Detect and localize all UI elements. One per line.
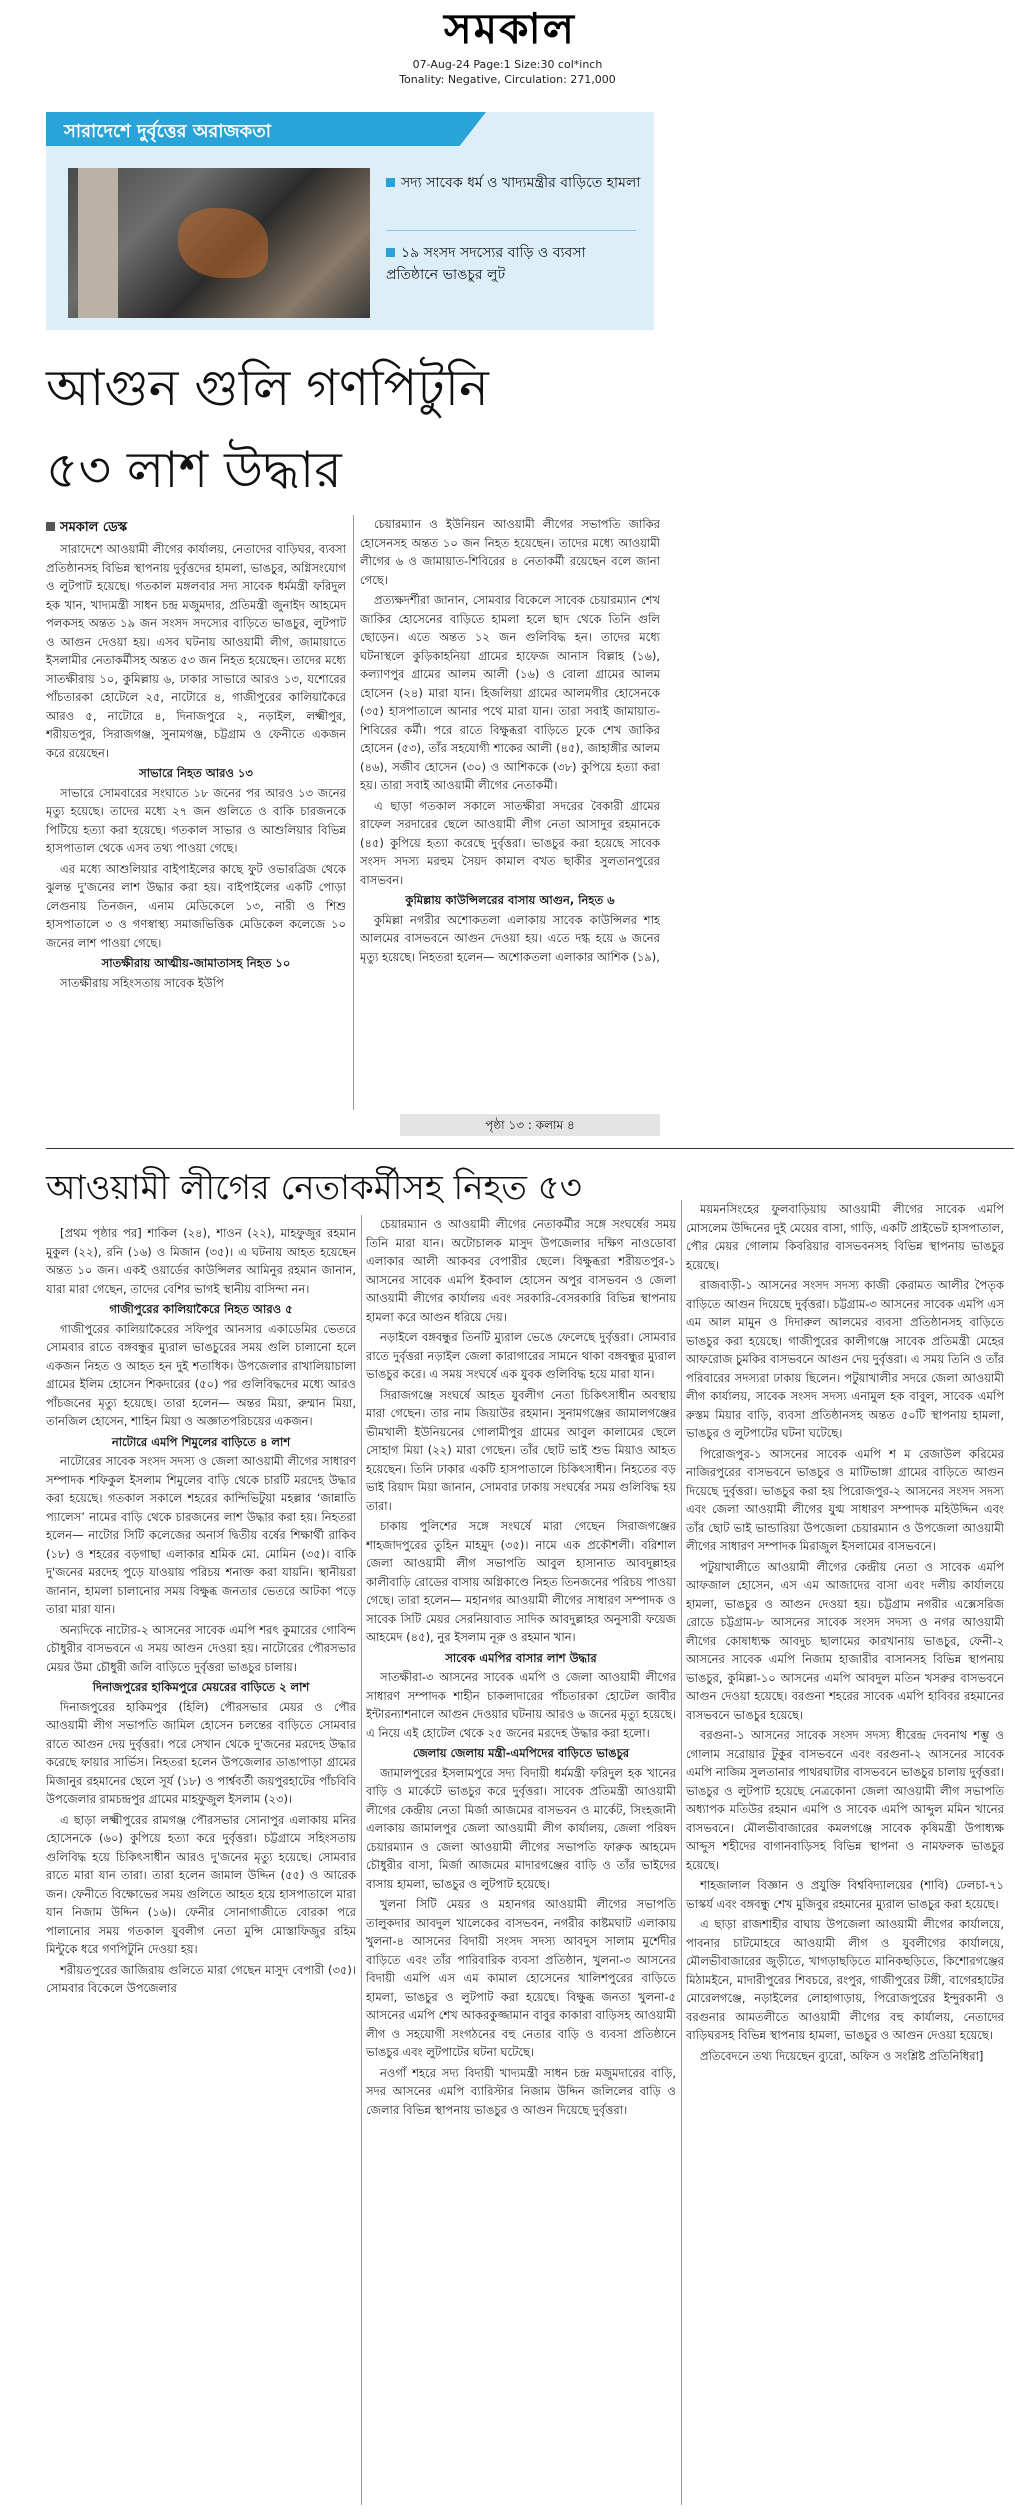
paragraph: [প্রথম পৃষ্ঠার পর] শাকিল (২৪), শাওন (২২), মাহফুজুর রহমান মুকুল (২২), রনি (১৬) ও মিজান (৩৫)। এ ঘটনায় আহত হয়েছেন অন্তত ১০ জন। একই ওয়ার্ডের কাউন্সিলর আমিনুর রহমান জানান, যারা মারা গেছেন, তাদের বেশির ভাগই স্থানীয় বাসিন্দা নন। [46,1226,356,1296]
photo-burn-area [178,208,268,278]
paragraph: দিনাজপুরের হাকিমপুর (হিলি) পৌরসভার মেয়র ও পৌর আওয়ামী লীগ সভাপতি জামিল হোসেন চলন্তের বাড়িতে সোমবার রাতে আগুন দেয় দুর্বৃত্তরা। পরে সেখান থেকে দু'জনের মরদেহ উদ্ধার করেছে ফায়ার সার্ভিস। নিহতরা হলেন উপজেলার ডাঙাপাড়া গ্রামের মিজানুর রহমানের ছেলে সূর্য (১৮) ও পার্শ্ববর্তী জয়পুরহাটের পাঁচবিবি উপজেলার রামচন্দ্রপুর গ্রামের মাহফুজুল ইসলাম (২৩)। [46,1699,356,1806]
banner-title: সারাদেশে দুর্বৃত্তের অরাজকতা [64,121,271,142]
masthead [0,0,1015,100]
top-banner [46,112,654,330]
paragraph: সারাদেশে আওয়ামী লীগের কার্যালয়, নেতাদের বাড়িঘর, ব্যবসা প্রতিষ্ঠানসহ বিভিন্ন স্থাপনায় দুর্বৃত্তদের হামলা, ভাঙচুর, অগ্নিসংযোগ ও লুটপাট হয়েছে। গতকাল মঙ্গলবার সদ্য সাবেক ধর্মমন্ত্রী ফরিদুল হক খান, খাদ্যমন্ত্রী সাধন চন্দ্র মজুমদার, প্রতিমন্ত্রী জুনাইদ আহমেদ পলকসহ অন্তত ১৯ জন সংসদ সদস্যের বাড়িতে ভাঙচুর, লুটপাট ও আগুন দেওয়া হয়। এসব ঘটনায় আওয়ামী লীগ, জামায়াতে ইসলামীর নেতাকর্মীসহ অন্তত ৫৩ জন নিহত হয়েছেন। তাদের মধ্যে সাতক্ষীরায় ১০, কুমিল্লায় ৬, ঢাকার সাভারে আরও ১৩, যশোরের পাঁচতারকা হোটেলে ২৫, নাটোরে ৪, গাজীপুরের কালিয়াকৈরে আরও ৫, নাটোরে ৪, দিনাজপুরে ২, নড়াইল, লক্ষ্মীপুর, শরীয়তপুর, সিরাজগঞ্জ, সুনামগঞ্জ, চট্টগ্রাম ও ফেনীতে একজন করে রয়েছেন। [46,542,346,760]
article1-headline-line2: ৫৩ লাশ উদ্ধার [46,441,342,499]
clipping-meta-line1: 07-Aug-24 Page:1 Size:30 col*inch [412,58,603,71]
paragraph: ময়মনসিংহের ফুলবাড়িয়ায় আওয়ামী লীগের সাবেক এমপি মোসলেম উদ্দিনের দুই মেয়ের বাসা, গাড়ি, একটি প্রাইভেট হাসপাতাল, পৌর মেয়র গোলাম কিবরিয়ার বাসভবনসহ বিভিন্ন স্থাপনায় ভাঙচুর হয়েছে। [686,1202,1004,1272]
paragraph: সাতক্ষীরা-৩ আসনের সাবেক এমপি ও জেলা আওয়ামী লীগের সাধারণ সম্পাদক শাহীন চাকলাদারের পাঁচতারকা হোটেল জাবীর ইন্টারন্যাশনালে আগুন দেওয়ার ঘটনায় আরও ৬ জনের মৃত্যু হয়েছে। এ নিয়ে এই হোটেল থেকে ২৫ জনের মরদেহ উদ্ধার করা হলো। [366,1670,676,1740]
paragraph: নাটোরের সাবেক সংসদ সদস্য ও জেলা আওয়ামী লীগের সাধারণ সম্পাদক শফিকুল ইসলাম শিমুলের বাড়ি থেকে চারটি মরদেহ উদ্ধার করা হয়েছে। গতকাল সকালে শহরের কান্দিভিটুয়া মহল্লার ‘জান্নাতি প্যালেস’ নামের বাড়ি থেকে চারজনের লাশ উদ্ধার করা হয়। নিহতরা হলেন— নাটোর সিটি কলেজের অনার্স দ্বিতীয় বর্ষের শিক্ষার্থী রাকিব (১৮) ও শহরের বড়গাছা এলাকার শ্রমিক মো. মোমিন (৩৫)। বাকি দু'জনের মরদেহ পুড়ে যাওয়ায় পরিচয় শনাক্ত করা যায়নি। স্থানীয়রা জানান, হামলা চালানোর সময় বিক্ষুব্ধ জনতার ভেতরে আটকা পড়ে তারা মারা যান। [46,1454,356,1616]
subheading: গাজীপুরের কালিয়াকৈরে নিহত আরও ৫ [109,1302,293,1316]
article2-column-1 [46,1224,356,2504]
paragraph: জামালপুরের ইসলামপুরে সদ্য বিদায়ী ধর্মমন্ত্রী ফরিদুল হক খানের বাড়ি ও মার্কেটে ভাঙচুর করে দুর্বৃত্তরা। সাবেক প্রতিমন্ত্রী আওয়ামী লীগের কেন্দ্রীয় নেতা মির্জা আজমের বাসভবন ও মার্কেট, সিংহজানী এলাকায় জামালপুর জেলা আওয়ামী লীগ কার্যালয়, জেলা পরিষদ চেয়ারম্যান ও জেলা আওয়ামী লীগের সভাপতি ফারুক আহমেদ চৌধুরীর বাসা, মির্জা আজমের মাদারগঞ্জের বাড়ি ও তাঁর ভাইদের বাসায় হামলা, ভাঙচুর ও লুটপাট হয়েছে। [366,1765,676,1891]
paragraph: পিরোজপুর-১ আসনের সাবেক এমপি শ ম রেজাউল করিমের নাজিরপুরের বাসভবনে ভাঙচুর ও মাটিভাঙ্গা গ্রামের বাড়িতে আগুন দিয়েছে দুর্বৃত্তরা। ভাঙচুর করা হয় পিরোজপুর-২ আসনের সংসদ সদস্য এবং জেলা আওয়ামী লীগের যুগ্ম সাধারণ সম্পাদক মহিউদ্দিন এবং তাঁর ছোট ভাই ভান্ডারিয়া উপজেলা চেয়ারম্যান ও উপজেলা আওয়ামী লীগের সাধারণ সম্পাদক মিরাজুল ইসলামের বাসভবনে। [686,1446,1004,1553]
paragraph: বরগুনা-১ আসনের সাবেক সংসদ সদস্য ধীরেন্দ্র দেবনাথ শম্ভু ও গোলাম সরোয়ার টুকুর বাসভবনে এবং বরগুনা-২ আসনের সাবেক এমপি নাজিম সুলতানার পাথরঘাটার বাসভবনে ভাঙচুর চালায় দুর্বৃত্তরা। ভাঙচুর ও লুটপাট হয়েছে নেত্রকোনা জেলা আওয়ামী লীগ সভাপতি অধ্যাপক মতিউর রহমান এমপি ও সাবেক এমপি আব্দুল মমিন খানের বাসভবনে। মৌলভীবাজারের কমলগঞ্জে সাবেক কৃষিমন্ত্রী উপাধ্যক্ষ আব্দুস শহীদের বাগানবাড়িসহ বিভিন্ন স্থাপনা ও নামফলক ভাঙচুর হয়েছে। [686,1728,1004,1872]
banner-bullet-2 [386,242,641,286]
paragraph: সাতক্ষীরায় সহিংসতায় সাবেক ইউপি [60,975,224,990]
subheading: কুমিল্লায় কাউন্সিলরের বাসায় আগুন, নিহত ৬ [405,893,615,907]
bullet-square-icon [386,248,395,257]
subheading: দিনাজপুরের হাকিমপুরে মেয়রের বাড়িতে ২ লাশ [92,1680,310,1694]
byline-text: সমকাল ডেস্ক [60,520,128,535]
subheading: সাভারে নিহত আরও ১৩ [139,766,253,780]
column-divider [361,1215,362,2505]
continued-on-page: পৃষ্ঠা ১৩ : কলাম ৪ [400,1114,660,1136]
paragraph: খুলনা সিটি মেয়র ও মহানগর আওয়ামী লীগের সভাপতি তালুকদার আবদুল খালেকের বাসভবন, নগরীর কাষ্টমঘাট এলাকায় খুলনা-৪ আসনের বিদায়ী সংসদ সদস্য আবদুস সালাম মুর্শেদীর বাড়িতে এবং তাঁর পারিবারিক ব্যবসা প্রতিষ্ঠান, খুলনা-৩ আসনের বিদায়ী এমপি এস এম কামাল হোসেনের খালিশপুরের বাড়িতে হামলা, ভাঙচুর ও লুটপাট করা হয়েছে। বিক্ষুব্ধ জনতা খুলনা-৫ আসনের এমপি শেখ আকরকুজ্জামান বাবুর কাকারা বাড়িসহ আওয়ামী লীগ ও সহযোগী সংগঠনের বহু নেতার বাড়ি ও ব্যবসা প্রতিষ্ঠানে ভাঙচুর এবং লুটপাটের ঘটনা ঘটেছে। [366,1897,676,2059]
paragraph: গাজীপুরের কালিয়াকৈরের সফিপুর আনসার একাডেমির ভেতরে সোমবার রাতে বঙ্গবন্ধুর ম্যুরাল ভাঙচুরের সময় গুলি চালানো হলে একজন নিহত ও আহত হন দুই শতাধিক। উপজেলার রাখালিয়াচালা গ্রামের ইলিম হোসেন শিকদারের (৫০) পর গুলিবিদ্ধদের মধ্যে আরও পাঁচজনের মৃত্যু হয়েছে। তারা হলেন— অন্তর মিয়া, রুম্মান মিয়া, তানজিল হোসেন, শাহিন মিয়া ও অজ্ঞাতপরিচয়ের একজন। [46,1321,356,1428]
banner-bullet-1 [386,172,641,194]
clipping-meta-line2: Tonality: Negative, Circulation: 271,000 [399,73,616,86]
byline [46,518,127,539]
byline-square-icon [46,522,55,531]
bullet-square-icon [386,178,395,187]
paragraph: শাহজালাল বিজ্ঞান ও প্রযুক্তি বিশ্ববিদ্যালয়ের (শাবি) ঢেলচা-৭১ ভাস্কর্য এবং বঙ্গবন্ধু শেখ মুজিবুর রহমানের ম্যুরাল ভাঙচুর করা হয়েছে। [686,1878,1004,1911]
newspaper-logo: সমকাল [444,4,576,53]
paragraph: সিরাজগঞ্জে সংঘর্ষে আহত যুবলীগ নেতা চিকিৎসাধীন অবস্থায় মারা গেছেন। তার নাম জিয়াউর রহমান। সুনামগঞ্জের জামালগঞ্জের ভীমখালী ইউনিয়নের গোলামীপুর গ্রামের আবুল কালামের ছেলে সোহাগ মিয়া (২২) মারা গেছেন। তাঁর ছোট ভাই শুভ মিয়াও আহত হয়েছেন। তিনি ঢাকার একটি হাসপাতালে চিকিৎসাধীন। নিহতের বড় ভাই রিয়াদ মিয়া জানান, সোমবার ঢাকায় সংঘর্ষের সময় গুলিবিদ্ধ হয় তারা। [366,1387,676,1513]
banner-photo [68,168,370,318]
paragraph: নড়াইলে বঙ্গবন্ধুর তিনটি ম্যুরাল ভেঙে ফেলেছে দুর্বৃত্তরা। সোমবার রাতে দুর্বৃত্তরা নড়াইল জেলা কারাগারের সামনে থাকা বঙ্গবন্ধুর ম্যুরাল ভাঙচুর করে। এ সময় সংঘর্ষে এক যুবক গুলিবিদ্ধ হয়ে মারা যান। [366,1330,676,1381]
article1-headline-line1: আগুন গুলি গণপিটুনি [46,359,489,417]
paragraph: প্রত্যক্ষদর্শীরা জানান, সোমবার বিকেলে সাবেক চেয়ারম্যান শেখ জাকির হোসেনের বাড়িতে হামলা হলে ছাদ থেকে তিনি গুলি ছোড়েন। এতে অন্তত ১২ জন গুলিবিদ্ধ হন। তাদের মধ্যে ঘটনাস্থলে কুড়িকাহনিয়া গ্রামের হাফেজ আনাস বিল্লাহ (১৬), কল্যাণপুর গ্রামের আলম আলী (১৬) ও বোলা গ্রামের আলম হোসেন (২৪) মারা যান। হিজলিয়া গ্রামের আলমগীর হোসেনকে (৩৫) হাসপাতালে আনার পথে মারা যান। তারা সবাই জামায়াত-শিবিরের কর্মী। পরে রাতে বিক্ষুব্ধরা বাড়িতে ঢুকে শেখ জাকির হোসেন (৫৩), তাঁর সহযোগী শাকের আলী (৪৫), জাহাঙ্গীর আলম (৪৬), সজীব হোসেন (৩০) ও আশিককে (৩৮) কুপিয়ে হত্যা করা হয়। তারা সবাই আওয়ামী লীগের নেতাকর্মী। [360,593,660,792]
paragraph: এ ছাড়া রাজশাহীর বাঘায় উপজেলা আওয়ামী লীগের কার্যালয়ে, পাবনার চাটমোহরে আওয়ামী লীগ ও যুবলীগের কার্যালয়ে, মৌলভীবাজারের জুড়ীতে, খাগড়াছড়িতে মানিকছড়িতে, কিশোরগঞ্জের মিঠামইনে, মাদারীপুরের শিবচরে, রংপুর, গাজীপুরের টঙ্গী, বাগেরহাটের মোরেলগঞ্জে, নড়াইলের লোহাগাড়ায়, পিরোজপুরের ইন্দুরকানী ও বরগুনার আমতলীতে আওয়ামী লীগের বহু কার্যালয়, নেতাদের বাড়িঘরসহ বিভিন্ন স্থাপনায় হামলা, ভাঙচুর ও আগুন দেওয়া হয়েছে। [686,1917,1004,2042]
photo-pillar [78,168,118,318]
article2-column-2 [366,1215,676,2505]
subheading: নাটোরে এমপি শিমুলের বাড়িতে ৪ লাশ [111,1434,291,1449]
subheading: জেলায় জেলায় মন্ত্রী-এমপিদের বাড়িতে ভাঙচুর [412,1746,630,1760]
subheading: সাতক্ষীরায় আত্মীয়-জামাতাসহ নিহত ১০ [101,956,291,970]
paragraph: এ ছাড়া গতকাল সকালে সাতক্ষীরা সদরের বৈকারী গ্রামের রাফেল সরদারের ছেলে আওয়ামী লীগ নেতা আসাদুর রহমানকে (৪৫) কুপিয়ে হত্যা করেছে দুর্বৃত্তরা। ভাঙচুর করা হয়েছে সাবেক সংসদ সদস্য মরহুম সৈয়দ কামাল বখত ছাকীর সুলতানপুরের বাসভবন। [360,798,660,887]
paragraph: এর মধ্যে আশুলিয়ার বাইপাইলের কাছে ফুট ওভারব্রিজ থেকে ঝুলন্ত দু'জনের লাশ উদ্ধার করা হয়। বাইপাইলের একটি পোড়া লেগুনায় তিনজন, এনাম মেডিকেলে ১৩, নারী ও শিশু হাসপাতালে ৩ ও গণস্বাস্থ্য সমাজভিত্তিক মেডিকেল কলেজে ১০ জনের লাশ পাওয়া গেছে। [46,861,346,950]
paragraph: এ ছাড়া লক্ষ্মীপুরের রামগঞ্জ পৌরসভার সোনাপুর এলাকায় মনির হোসেনকে (৬০) কুপিয়ে হত্যা করে দুর্বৃত্তরা। চট্টগ্রামে সহিংসতায় গুলিবিদ্ধ হয়ে চিকিৎসাধীন আরও দু'জনের মৃত্যু হয়েছে। সোমবার রাতে মারা যান তারা। তারা হলেন জামাল উদ্দিন (৫৫) ও আরেক জন। ফেনীতে বিক্ষোভের সময় গুলিতে আহত হয়ে হাসপাতালে মারা যান নিজাম উদ্দিন (১৬)। ফেনীর সোনাগাজীতে বোরকা পরে পালানোর সময় গতকাল যুবলীগ নেতা মুন্সি মোস্তাফিজুর রহিম মিন্টুকে ধরে গণপিটুনি দেওয়া হয়। [46,1812,356,1956]
paragraph: চাকায় পুলিশের সঙ্গে সংঘর্ষে মারা গেছেন সিরাজগঞ্জের শাহজাদপুরের তুহিন মাহমুদ (৩৫)। নামে এক প্রকৌশলী। বরিশাল জেলা আওয়ামী লীগ সভাপতি আবুল হাসানাত আবদুল্লাহর কালীবাড়ি রোডের বাসায় অগ্নিকাণ্ডে নিহত তিনজনের পরিচয় পাওয়া গেছে। তারা হলেন— মহানগর আওয়ামী লীগের সাধারণ সম্পাদক ও সাবেক সিটি মেয়র সেরনিয়াবাত সাদিক আবদুল্লাহর অনুসারী ফয়েজ আহমেদ (৪৫), নুর ইসলাম নূরু ও রহমান খান। [366,1519,676,1644]
paragraph: অন্যদিকে নাটোর-২ আসনের সাবেক এমপি শরৎ কুমারের গোবিন্দ চৌধুরীর বাসভবনে এ সময় আগুন দেওয়া হয়। নাটোরের পৌরসভার মেয়র উমা চৌধুরী জলি বাড়িতে দুর্বৃত্তরা ভাঙচুর চালায়। [46,1622,356,1674]
column-divider [681,1200,682,2505]
article2-column-3 [686,1200,1004,2505]
column-divider [353,515,354,1110]
paragraph: চেয়ারম্যান ও ইউনিয়ন আওয়ামী লীগের সভাপতি জাকির হোসেনসহ অন্তত ১০ জন নিহত হয়েছেন। তাদের মধ্যে আওয়ামী লীগের ৬ ও জামায়াত-শিবিরের ৪ নেতাকর্মী রয়েছেন বলে জানা গেছে। [360,517,660,587]
banner-bullet-2-text: ১৯ সংসদ সদস্যের বাড়ি ও ব্যবসা প্রতিষ্ঠানে ভাঙচুর লুট [386,245,586,283]
paragraph: চেয়ারম্যান ও আওয়ামী লীগের নেতাকর্মীর সঙ্গে সংঘর্ষের সময় তিনি মারা যান। অটোচালক মাসুদ উপজেলার দক্ষিণ নাওডোবা এলাকার আলী আকবর বেপারীর ছেলে। বিক্ষুব্ধরা শরীয়তপুর-১ আসনের সাবেক এমপি ইকবাল হোসেন অপুর বাসভবন ও জেলা আওয়ামী লীগের কার্যালয় এবং সরকারি-বেসরকারি বিভিন্ন স্থাপনায় হামলা করে আগুন ধরিয়ে দেয়। [366,1217,676,1324]
paragraph: প্রতিবেদনে তথ্য দিয়েছেন ব্যুরো, অফিস ও সংশ্লিষ্ট প্রতিনিধিরা] [700,2048,984,2063]
article2-headline: আওয়ামী লীগের নেতাকর্মীসহ নিহত ৫৩ [46,1168,582,1208]
article1-column-1 [46,540,346,1110]
article1-column-2 [360,515,660,1095]
paragraph: রাজবাড়ী-১ আসনের সংসদ সদস্য কাজী কেরামত আলীর পৈতৃক বাড়িতে আগুন দিয়েছে দুর্বৃত্তরা। চট্টগ্রাম-৩ আসনের সাবেক এমপি এস এম আল মামুন ও দিদারুল আলমের ব্যবসা প্রতিষ্ঠানসহ বাড়িতে ভাঙচুর করা হয়েছে। গাজীপুরের কালীগঞ্জে সাবেক প্রতিমন্ত্রী মেহের আফরোজ চুমকির বাসভবনে আগুন দেয় দুর্বৃত্তরা। এ সময় তিনি ও তাঁর পরিবারের সদস্যরা ঢাকায় ছিলেন। পটুয়াখালীর সদরে জেলা আওয়ামী লীগ কার্যালয়, সাবেক সংসদ সদস্য এনামুল হক বাবুল, সাবেক এমপি রুস্তম মিয়ার বাড়ি, ব্যবসা প্রতিষ্ঠানসহ অন্তত ৫০টি স্থাপনায় হামলা, ভাঙচুর ও লুটপাটের ঘটনা ঘটেছে। [686,1278,1004,1440]
subheading: সাবেক এমপির বাসার লাশ উদ্ধার [445,1650,597,1665]
banner-divider [386,230,636,231]
paragraph: কুমিল্লা নগরীর অশোকতলা এলাকায় সাবেক কাউন্সিলর শাহ আলমের বাসভবনে আগুন দেওয়া হয়। এতে দগ্ধ হয়ে ৬ জনের মৃত্যু হয়েছে। নিহতরা হলেন— অশোকতলা এলাকার আশিক (১৯), [360,912,660,964]
banner-bullet-1-text: সদ্য সাবেক ধর্ম ও খাদ্যমন্ত্রীর বাড়িতে হামলা [401,175,641,191]
paragraph: সাভারে সোমবারের সংঘাতে ১৮ জনের পর আরও ১৩ জনের মৃত্যু হয়েছে। তাদের মধ্যে ২৭ জন গুলিতে ও বাকি চারজনকে পিটিয়ে হত্যা করা হয়েছে। গতকাল সাভার ও আশুলিয়ার বিভিন্ন হাসপাতাল থেকে এসব তথ্য পাওয়া গেছে। [46,785,346,855]
paragraph: পটুয়াখালীতে আওয়ামী লীগের কেন্দ্রীয় নেতা ও সাবেক এমপি আফজাল হোসেন, এস এম আজাদের বাসা এবং দলীয় কার্যালয়ে হামলা, ভাঙচুর ও আগুন দেওয়া হয়। চট্টগ্রাম নগরীর এক্সেসরিজ রোডে চট্টগ্রাম-৮ আসনের সাবেক সংসদ সদস্য ও নগর আওয়ামী লীগের কোষাধ্যক্ষ আবদুচ ছালামের কারখানায় ভাঙচুর, ফেনী-২ আসনের সাবেক এমপি নিজাম হাজারীর বাসানসহ বিভিন্ন স্থাপনায় ভাঙচুর, কুমিল্লা-১০ আসনের এমপি আবদুল মতিন খসরুর বাসভবনে আগুন দেওয়া হয়েছে। বরগুনা শহরের সাবেক এমপি হাবিবর রহমানের বাসভবনে ভাঙচুর হয়েছে। [686,1559,1004,1722]
paragraph: শরীয়তপুরের জাজিরায় গুলিতে মারা গেছেন মাসুদ বেপারী (৩৫)। সোমবার বিকেলে উপজেলার [46,1962,356,1995]
section-rule [46,1148,1014,1149]
paragraph: নওগাঁ শহরে সদ্য বিদায়ী খাদ্যমন্ত্রী সাধন চন্দ্র মজুমদারের বাড়ি, সদর আসনের এমপি ব্যারিস্টার নিজাম উদ্দিন জলিলের বাড়ি ও জেলার বিভিন্ন স্থাপনায় ভাঙচুর ও আগুন দিয়েছে দুর্বৃত্তরা। [366,2065,676,2117]
